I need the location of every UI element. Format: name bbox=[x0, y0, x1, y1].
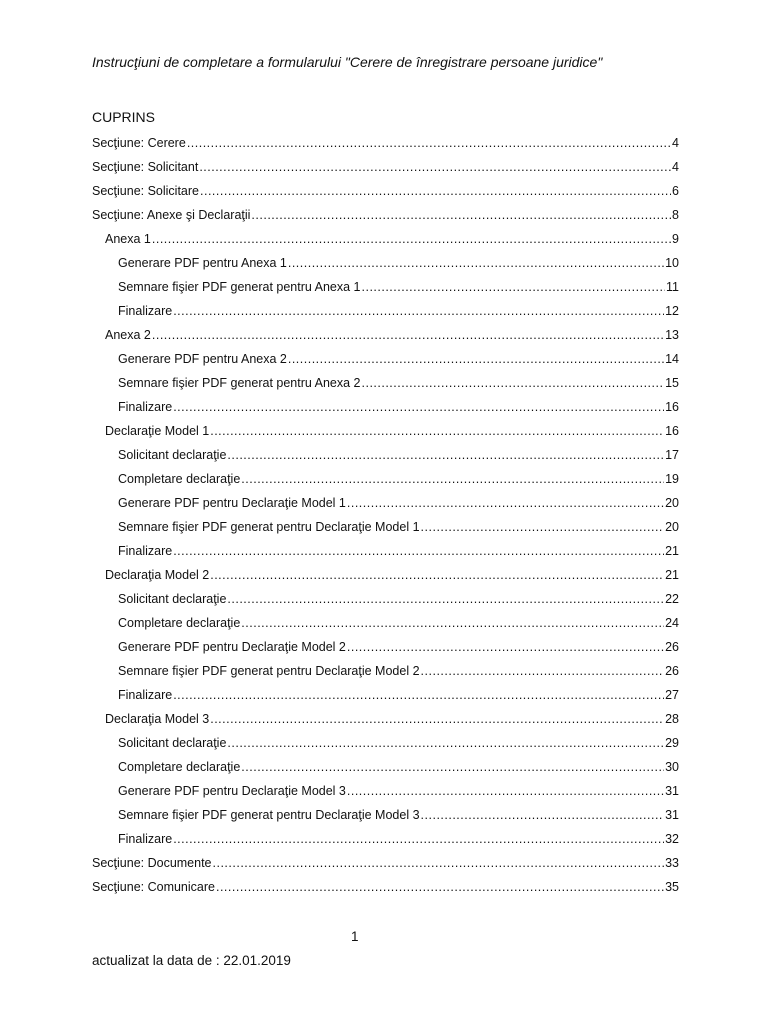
toc-entry-label: Semnare fişier PDF generat pentru Anexa 1 bbox=[118, 280, 361, 294]
toc-entry-page: 21 bbox=[665, 568, 679, 582]
toc-entry-page: 16 bbox=[665, 400, 679, 414]
toc-entry-label: Semnare fişier PDF generat pentru Anexa 2 bbox=[118, 376, 361, 390]
toc-leader-dots bbox=[210, 419, 664, 443]
toc-entry-page: 17 bbox=[665, 448, 679, 462]
toc-entry-page: 4 bbox=[672, 136, 679, 150]
toc-entry-label: Finalizare bbox=[118, 304, 173, 318]
toc-entry-label: Secţiune: Solicitant bbox=[92, 160, 199, 174]
table-of-contents bbox=[92, 131, 679, 899]
toc-leader-dots bbox=[347, 635, 664, 659]
toc-entry-label: Secţiune: Anexe şi Declaraţii bbox=[92, 208, 251, 222]
toc-heading: CUPRINS bbox=[92, 109, 156, 125]
toc-entry-label: Semnare fişier PDF generat pentru Declaraţie Model 1 bbox=[118, 520, 420, 534]
updated-date-footer: actualizat la data de : 22.01.2019 bbox=[92, 953, 291, 968]
toc-leader-dots bbox=[152, 227, 671, 251]
toc-entry-label: Finalizare bbox=[118, 688, 173, 702]
toc-leader-dots bbox=[210, 563, 664, 587]
document-header-title: Instrucţiuni de completare a formularului "Cerere de înregistrare persoane juridice" bbox=[92, 54, 603, 70]
toc-entry[interactable] bbox=[92, 683, 679, 707]
toc-entry[interactable] bbox=[92, 587, 679, 611]
toc-entry[interactable] bbox=[92, 755, 679, 779]
toc-leader-dots bbox=[421, 515, 665, 539]
toc-leader-dots bbox=[347, 779, 664, 803]
toc-entry-page: 21 bbox=[665, 544, 679, 558]
toc-entry[interactable] bbox=[92, 323, 679, 347]
toc-leader-dots bbox=[421, 803, 665, 827]
toc-entry[interactable] bbox=[92, 275, 679, 299]
toc-entry[interactable] bbox=[92, 467, 679, 491]
toc-entry-label: Completare declaraţie bbox=[118, 760, 241, 774]
toc-entry-label: Generare PDF pentru Declaraţie Model 1 bbox=[118, 496, 346, 510]
toc-entry-page: 31 bbox=[665, 808, 679, 822]
toc-entry-page: 26 bbox=[665, 640, 679, 654]
toc-entry[interactable] bbox=[92, 443, 679, 467]
toc-entry-label: Secţiune: Solicitare bbox=[92, 184, 200, 198]
toc-entry-label: Finalizare bbox=[118, 544, 173, 558]
toc-leader-dots bbox=[210, 707, 664, 731]
toc-leader-dots bbox=[241, 755, 664, 779]
toc-leader-dots bbox=[173, 683, 664, 707]
toc-entry-label: Finalizare bbox=[118, 832, 173, 846]
toc-leader-dots bbox=[173, 395, 664, 419]
toc-leader-dots bbox=[227, 731, 664, 755]
toc-leader-dots bbox=[288, 251, 664, 275]
toc-entry-page: 22 bbox=[665, 592, 679, 606]
toc-leader-dots bbox=[251, 203, 671, 227]
toc-entry-page: 4 bbox=[672, 160, 679, 174]
toc-entry-label: Solicitant declaraţie bbox=[118, 736, 227, 750]
toc-entry[interactable] bbox=[92, 875, 679, 899]
toc-entry[interactable] bbox=[92, 299, 679, 323]
toc-entry-page: 24 bbox=[665, 616, 679, 630]
toc-entry-page: 13 bbox=[665, 328, 679, 342]
toc-entry-label: Generare PDF pentru Anexa 2 bbox=[118, 352, 287, 366]
toc-entry[interactable] bbox=[92, 419, 679, 443]
toc-entry[interactable] bbox=[92, 539, 679, 563]
toc-entry-page: 15 bbox=[665, 376, 679, 390]
page-number: 1 bbox=[351, 929, 359, 944]
toc-entry-label: Semnare fişier PDF generat pentru Declaraţie Model 3 bbox=[118, 808, 420, 822]
toc-entry-page: 20 bbox=[665, 496, 679, 510]
toc-entry-page: 33 bbox=[665, 856, 679, 870]
toc-entry-page: 16 bbox=[665, 424, 679, 438]
toc-entry-label: Completare declaraţie bbox=[118, 616, 241, 630]
toc-entry-page: 35 bbox=[665, 880, 679, 894]
toc-entry[interactable] bbox=[92, 827, 679, 851]
toc-entry-page: 32 bbox=[665, 832, 679, 846]
toc-entry[interactable] bbox=[92, 803, 679, 827]
toc-leader-dots bbox=[173, 299, 664, 323]
toc-entry[interactable] bbox=[92, 563, 679, 587]
toc-entry-page: 11 bbox=[666, 280, 679, 294]
toc-entry[interactable] bbox=[92, 491, 679, 515]
toc-entry-label: Semnare fişier PDF generat pentru Declaraţie Model 2 bbox=[118, 664, 420, 678]
toc-entry-page: 14 bbox=[665, 352, 679, 366]
toc-entry-page: 30 bbox=[665, 760, 679, 774]
toc-entry-label: Secţiune: Documente bbox=[92, 856, 212, 870]
toc-entry-label: Anexa 2 bbox=[105, 328, 151, 342]
toc-leader-dots bbox=[216, 875, 664, 899]
toc-entry-label: Completare declaraţie bbox=[118, 472, 241, 486]
toc-entry-label: Solicitant declaraţie bbox=[118, 592, 227, 606]
toc-entry-page: 10 bbox=[665, 256, 679, 270]
toc-leader-dots bbox=[199, 155, 671, 179]
toc-entry[interactable] bbox=[92, 779, 679, 803]
toc-entry-page: 20 bbox=[665, 520, 679, 534]
toc-entry[interactable] bbox=[92, 659, 679, 683]
toc-entry-page: 31 bbox=[665, 784, 679, 798]
toc-entry-label: Declaraţia Model 2 bbox=[105, 568, 210, 582]
toc-leader-dots bbox=[421, 659, 665, 683]
toc-entry[interactable] bbox=[92, 395, 679, 419]
toc-leader-dots bbox=[362, 371, 665, 395]
toc-leader-dots bbox=[152, 323, 664, 347]
toc-entry-label: Secţiune: Comunicare bbox=[92, 880, 215, 894]
toc-leader-dots bbox=[362, 275, 666, 299]
toc-entry-label: Secţiune: Cerere bbox=[92, 136, 186, 150]
toc-leader-dots bbox=[227, 587, 664, 611]
toc-entry-label: Declaraţia Model 3 bbox=[105, 712, 210, 726]
toc-entry-page: 28 bbox=[665, 712, 679, 726]
toc-entry[interactable] bbox=[92, 635, 679, 659]
toc-entry-page: 27 bbox=[665, 688, 679, 702]
toc-entry[interactable] bbox=[92, 851, 679, 875]
toc-entry[interactable] bbox=[92, 371, 679, 395]
toc-entry-page: 9 bbox=[672, 232, 679, 246]
toc-leader-dots bbox=[173, 827, 664, 851]
toc-entry-label: Solicitant declaraţie bbox=[118, 448, 227, 462]
toc-leader-dots bbox=[200, 179, 671, 203]
toc-entry-label: Anexa 1 bbox=[105, 232, 151, 246]
toc-leader-dots bbox=[173, 539, 664, 563]
toc-entry[interactable] bbox=[92, 611, 679, 635]
toc-leader-dots bbox=[347, 491, 664, 515]
toc-entry[interactable] bbox=[92, 131, 679, 155]
toc-entry[interactable] bbox=[92, 731, 679, 755]
toc-entry[interactable] bbox=[92, 179, 679, 203]
toc-entry[interactable] bbox=[92, 227, 679, 251]
toc-entry[interactable] bbox=[92, 707, 679, 731]
toc-leader-dots bbox=[227, 443, 664, 467]
toc-entry[interactable] bbox=[92, 203, 679, 227]
toc-entry-page: 8 bbox=[672, 208, 679, 222]
toc-leader-dots bbox=[187, 131, 671, 155]
toc-entry-label: Finalizare bbox=[118, 400, 173, 414]
toc-entry-label: Declaraţie Model 1 bbox=[105, 424, 210, 438]
toc-leader-dots bbox=[241, 467, 664, 491]
toc-entry[interactable] bbox=[92, 515, 679, 539]
toc-entry-page: 6 bbox=[672, 184, 679, 198]
toc-entry-page: 29 bbox=[665, 736, 679, 750]
toc-entry[interactable] bbox=[92, 251, 679, 275]
toc-entry[interactable] bbox=[92, 155, 679, 179]
toc-entry-label: Generare PDF pentru Anexa 1 bbox=[118, 256, 287, 270]
toc-leader-dots bbox=[213, 851, 665, 875]
toc-entry-label: Generare PDF pentru Declaraţie Model 3 bbox=[118, 784, 346, 798]
toc-entry-page: 12 bbox=[665, 304, 679, 318]
toc-leader-dots bbox=[288, 347, 664, 371]
toc-entry-label: Generare PDF pentru Declaraţie Model 2 bbox=[118, 640, 346, 654]
toc-entry-page: 19 bbox=[665, 472, 679, 486]
toc-entry-page: 26 bbox=[665, 664, 679, 678]
toc-entry[interactable] bbox=[92, 347, 679, 371]
toc-leader-dots bbox=[241, 611, 664, 635]
